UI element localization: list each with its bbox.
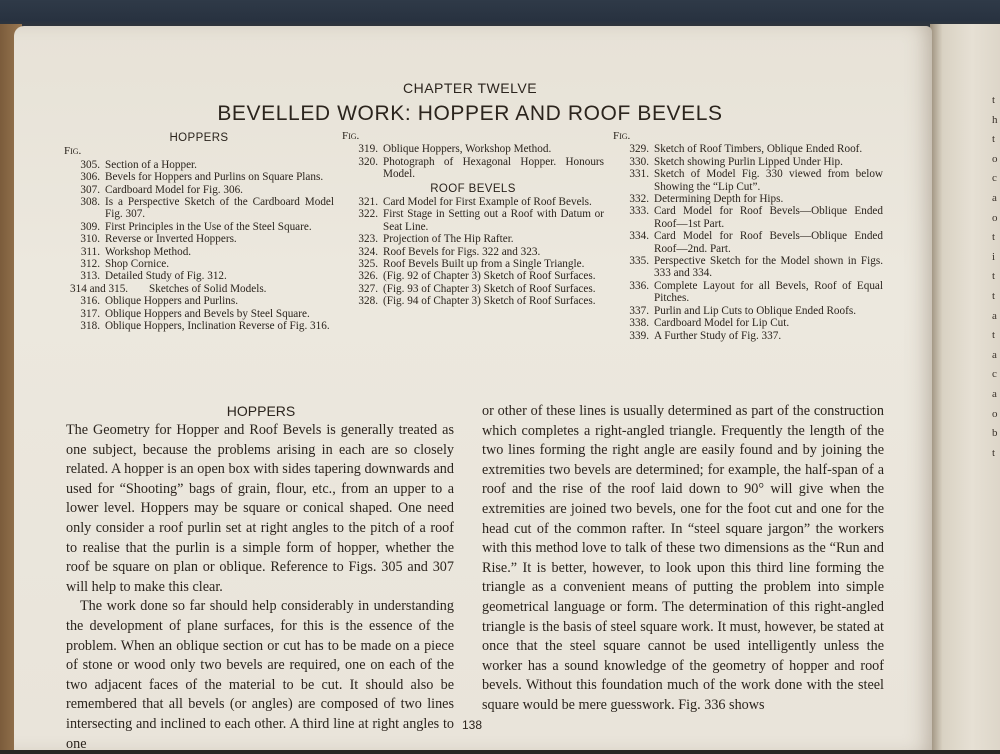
figure-caption: Detailed Study of Fig. 312. — [105, 270, 227, 283]
figure-number: 322. — [358, 208, 378, 221]
body-paragraph: The work done so far should help considerably in understanding the development of plane surfaces, for this is the essence of the problem. When an oblique section or cut has to be made on a piece of stone or wood only two bevels are required, one on each of the two adjacent faces of the material to be cut. It should also be remembered that all bevels (or angles) are composed of two lines intersecting and inclined to each other. A third line at right angles to one — [66, 598, 454, 752]
facing-page-letter: o — [992, 211, 998, 224]
facing-page-letter: t — [992, 94, 996, 106]
figure-list-item — [342, 143, 604, 155]
figure-caption: (Fig. 93 of Chapter 3) Sketch of Roof Surfaces. — [383, 282, 596, 295]
figure-list-item — [342, 233, 604, 245]
figure-list-item — [613, 305, 883, 317]
figure-list-item — [613, 168, 883, 193]
figure-list-item — [64, 171, 334, 183]
figure-number: 313. — [80, 270, 100, 283]
figure-caption: Is a Perspective Sketch of the Cardboard Model Fig. 307. — [105, 196, 334, 221]
facing-page-letter: i — [992, 250, 996, 263]
figure-list-column-2 — [342, 130, 604, 308]
figure-list-item — [613, 156, 883, 168]
figure-list-item — [64, 308, 334, 320]
figure-number: 309. — [80, 220, 100, 233]
facing-page-letter: t — [992, 290, 996, 302]
figure-caption: Oblique Hoppers and Purlins. — [105, 295, 238, 308]
figure-number: 334. — [629, 230, 649, 243]
figure-caption: First Stage in Setting out a Roof with Datum or Seat Line. — [383, 208, 604, 233]
figure-number: 321. — [358, 196, 378, 209]
figure-number: 327. — [358, 282, 378, 295]
facing-page-edge — [930, 24, 1000, 750]
facing-page-letter: c — [992, 368, 997, 381]
facing-page-letter: t — [992, 270, 996, 283]
figure-caption: Section of a Hopper. — [105, 158, 197, 171]
facing-page-letter: a — [992, 309, 997, 322]
figure-list-item — [613, 330, 883, 342]
facing-page-letter: a — [992, 192, 997, 204]
figure-list-item — [64, 246, 334, 258]
figure-number: 314 and 315. — [70, 282, 129, 295]
facing-page-letter: t — [992, 133, 996, 146]
figure-list-item — [613, 230, 883, 255]
facing-page-letter: o — [992, 152, 998, 165]
figure-list-item — [342, 295, 604, 307]
figure-number: 332. — [629, 193, 649, 206]
figure-list-item — [342, 246, 604, 258]
figure-caption: Sketch of Roof Timbers, Oblique Ended Roof. — [654, 143, 863, 156]
figure-caption: First Principles in the Use of the Steel Square. — [105, 220, 312, 233]
figure-list-item — [64, 320, 334, 332]
figure-caption: (Fig. 94 of Chapter 3) Sketch of Roof Surfaces. — [383, 295, 596, 308]
figure-list-item — [64, 233, 334, 245]
body-paragraph: or other of these lines is usually determined as part of the construction which completes a right-angled triangle. Frequently the length of the two lines forming the right angle are easily found and by joining the extremities two bevels are determined; for example, the half-span of a roof and the rise of the roof laid down to 90° will give when the extremities are joined two bevels, one for the foot cut and one for the head cut of the common rafter. In “steel square jargon” the workers with this method love to talk of these two dimensions as the “Run and Rise.” It is better, however, to look upon this third line forming the triangle as a convenient means of putting the problem into simple geometrical language or form. The determination of this right-angled triangle is the basis of steel square work. It must, however, be stated at once that the steel square cannot be used intelligently unless the worker has a sound knowledge of the geometry of hopper and roof bevels. Without this foundation much of the work done with the steel square would be mere guesswork. Fig. 336 shows — [482, 403, 884, 713]
figure-caption: Purlin and Lip Cuts to Oblique Ended Roofs. — [654, 304, 856, 317]
figure-caption: Card Model for Roof Bevels—Oblique Ended Roof—2nd. Part. — [654, 230, 883, 255]
figure-number: 319. — [358, 143, 378, 156]
figure-caption: Cardboard Model for Lip Cut. — [654, 317, 790, 330]
figure-list-item — [342, 270, 604, 282]
figure-number: 336. — [629, 279, 649, 292]
facing-page-letter: t — [992, 329, 996, 342]
facing-page-letter: b — [992, 427, 998, 440]
figure-number: 331. — [629, 168, 649, 181]
figure-number: 317. — [80, 307, 100, 320]
figure-caption: Oblique Hoppers and Bevels by Steel Square. — [105, 307, 310, 320]
figure-caption: Workshop Method. — [105, 245, 192, 258]
figure-number: 311. — [80, 245, 100, 258]
figure-number: 310. — [80, 233, 100, 246]
figure-number: 329. — [629, 143, 649, 156]
figure-list-item — [64, 270, 334, 282]
figure-list-item — [613, 143, 883, 155]
figure-caption: Cardboard Model for Fig. 306. — [105, 183, 243, 196]
figure-list-item — [64, 258, 334, 270]
figure-number: 339. — [629, 329, 649, 342]
figure-list-item — [342, 208, 604, 233]
facing-page-letter: c — [992, 172, 997, 185]
figure-list-column-1 — [64, 130, 334, 333]
figure-caption: Shop Cornice. — [105, 258, 170, 271]
figure-number: 333. — [629, 205, 649, 218]
figure-caption: Card Model for Roof Bevels—Oblique Ended Roof—1st Part. — [654, 205, 883, 230]
body-text-left-column — [66, 421, 454, 754]
figure-list-item — [342, 283, 604, 295]
figure-number: 305. — [80, 158, 100, 171]
figure-number: 318. — [80, 320, 100, 333]
figure-caption: Determining Depth for Hips. — [654, 193, 784, 206]
figure-caption: Photograph of Hexagonal Hopper. Honours Model. — [383, 155, 604, 181]
figure-list-item — [342, 156, 604, 181]
figure-caption: Roof Bevels for Figs. 322 and 323. — [383, 245, 541, 258]
figure-number: 307. — [80, 183, 100, 196]
figure-caption: Perspective Sketch for the Model shown in Figs. 333 and 334. — [654, 255, 883, 280]
figure-caption: Oblique Hoppers, Inclination Reverse of Fig. 316. — [105, 320, 330, 333]
figure-section-heading-roof-bevels: ROOF BEVELS — [430, 182, 516, 195]
figure-list-item — [613, 205, 883, 230]
body-text-right-column — [482, 402, 884, 716]
figure-list-item — [613, 280, 883, 305]
figure-number: 312. — [80, 258, 100, 271]
figure-list-item — [342, 258, 604, 270]
figure-number: 338. — [629, 317, 649, 330]
facing-page-letter: a — [992, 388, 997, 400]
figure-list-item — [64, 196, 334, 221]
figure-caption: Reverse or Inverted Hoppers. — [105, 233, 237, 246]
figure-number: 328. — [358, 295, 378, 308]
figure-caption: Complete Layout for all Bevels, Roof of Equal Pitches. — [654, 279, 883, 305]
figure-caption: A Further Study of Fig. 337. — [654, 329, 782, 342]
figure-caption: Oblique Hoppers, Workshop Method. — [383, 143, 552, 156]
figure-number: 308. — [80, 196, 100, 209]
figure-caption: Projection of The Hip Rafter. — [383, 233, 514, 246]
figure-list-item — [64, 159, 334, 171]
fig-column-label: Fig. — [613, 130, 631, 142]
figure-caption: Card Model for First Example of Roof Bevels. — [383, 196, 592, 209]
fig-column-label: Fig. — [342, 130, 360, 142]
facing-page-letter: o — [992, 407, 998, 420]
figure-number: 320. — [358, 155, 378, 168]
facing-page-letter: a — [992, 348, 997, 361]
facing-page-letter: h — [992, 113, 998, 126]
figure-number: 325. — [358, 258, 378, 271]
figure-list-item — [64, 295, 334, 307]
figure-list-item — [64, 184, 334, 196]
figure-number: 337. — [629, 304, 649, 317]
chapter-title: BEVELLED WORK: HOPPER AND ROOF BEVELS — [217, 102, 723, 125]
figure-number: 335. — [629, 255, 649, 268]
figure-list-column-3 — [613, 130, 883, 342]
figure-number: 324. — [358, 245, 378, 258]
figure-number: 316. — [80, 295, 100, 308]
facing-page-letter: t — [992, 446, 996, 459]
fig-column-label: Fig. — [64, 145, 82, 158]
body-paragraph: The Geometry for Hopper and Roof Bevels is generally treated as one subject, because the problems arising in each are so closely related. A hopper is an open box with sides tapering downwards and used for “Shooting” bags of grain, flour, etc., from an upper to a lower level. Hoppers may be square or conical shaped. One need only consider a roof purlin set at right angles to the pitch of a roof to realise that the purlin is a simple form of hopper, whether the roof be square on plan or oblique. Reference to Figs. 305 and 307 will help to make this clear. — [66, 422, 454, 595]
figure-list-item — [613, 255, 883, 280]
figure-caption: Sketches of Solid Models. — [149, 282, 267, 295]
figure-section-heading-hoppers: HOPPERS — [169, 132, 229, 144]
body-section-heading: HOPPERS — [226, 403, 296, 419]
figure-list-item — [613, 317, 883, 329]
figure-list-item — [64, 283, 334, 295]
figure-list-item — [342, 196, 604, 208]
figure-caption: Sketch showing Purlin Lipped Under Hip. — [654, 155, 843, 168]
figure-number: 306. — [80, 171, 100, 184]
figure-caption: (Fig. 92 of Chapter 3) Sketch of Roof Surfaces. — [383, 270, 596, 283]
figure-number: 323. — [358, 233, 378, 246]
figure-list-item — [613, 193, 883, 205]
figure-caption: Bevels for Hoppers and Purlins on Square Plans. — [105, 171, 324, 184]
figure-caption: Roof Bevels Built up from a Single Triangle. — [383, 258, 585, 271]
chapter-label: CHAPTER TWELVE — [402, 80, 538, 96]
figure-caption: Sketch of Model Fig. 330 viewed from below Showing the “Lip Cut”. — [654, 168, 883, 193]
figure-list-item — [64, 221, 334, 233]
page-number: 138 — [461, 718, 483, 732]
figure-number: 326. — [358, 270, 378, 283]
facing-page-letter: t — [992, 231, 996, 244]
figure-number: 330. — [629, 155, 649, 168]
